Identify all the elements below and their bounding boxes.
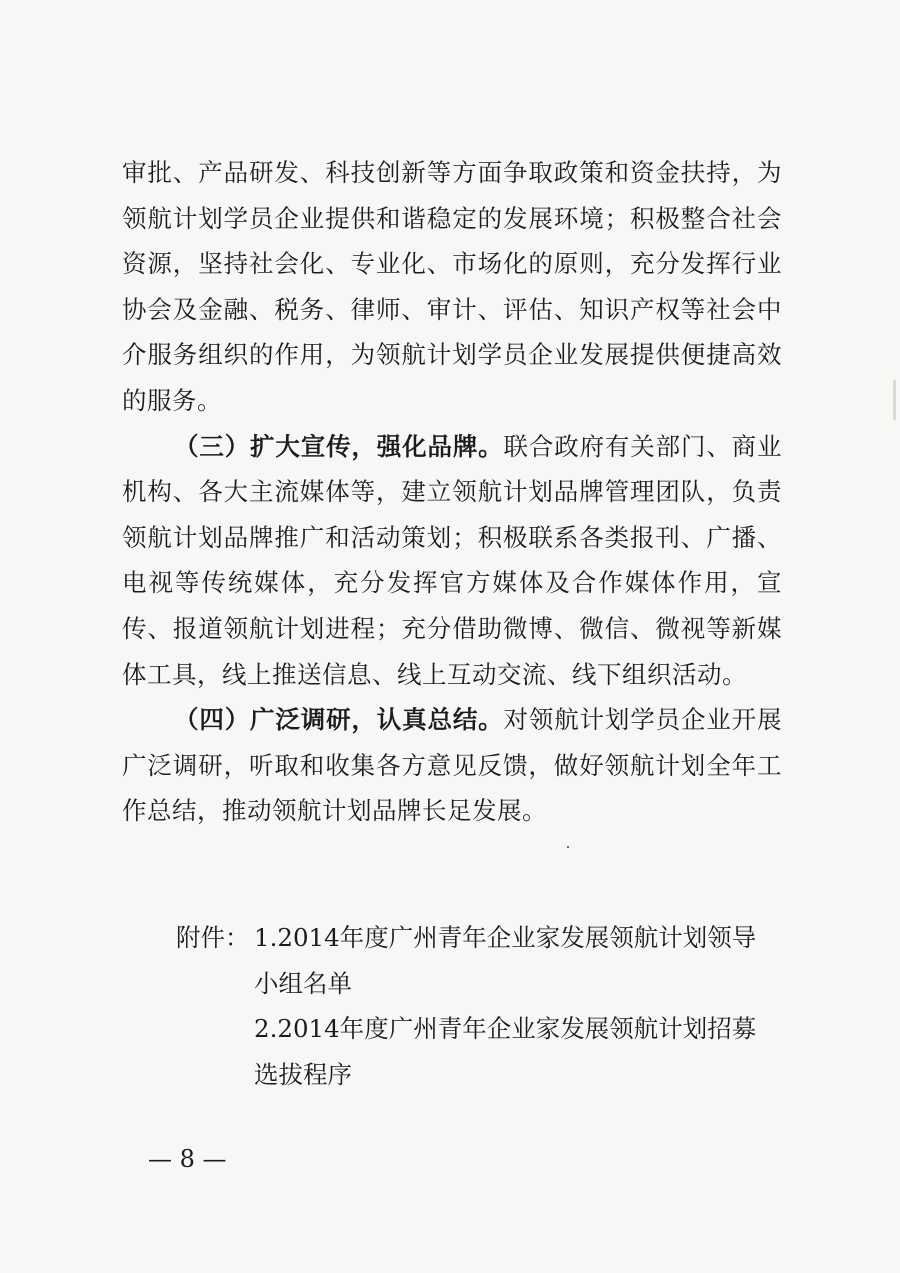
paragraph-section-3 [122,424,782,698]
attachment-indent [176,1006,254,1097]
section-heading: （四）广泛调研，认真总结。 [174,705,504,735]
attachment-item: 1.2014年度广州青年企业家发展领航计划领导小组名单 [254,923,757,998]
paragraph-text: 对领航计划学员企业开展广泛调研，听取和收集各方意见反馈，做好领航计划全年工作总结，推动领航计划品牌长足发展。 [122,705,783,826]
attachment-item: 2.2014年度广州青年企业家发展领航计划招募选拔程序 [254,1014,757,1089]
attachment-row [176,915,796,1006]
attachments-label: 附件： [176,923,250,952]
scan-edge-mark [893,380,896,420]
attachments-block [176,915,796,1097]
section-heading: （三）扩大宣传，强化品牌。 [174,431,504,461]
paragraph-text: 审批、产品研发、科技创新等方面争取政策和资金扶持，为领航计划学员企业提供和谐稳定的发展环境；积极整合社会资源，坚持社会化、专业化、市场化的原则，充分发挥行业协会及金融、税务、律师、审计、评估、知识产权等社会中介服务组织的作用，为领航计划学员企业发展提供便捷高效的服务。 [122,158,782,415]
attachment-row [176,1006,796,1097]
paragraph-text: 联合政府有关部门、商业机构、各大主流媒体等，建立领航计划品牌管理团队，负责领航计划品牌推广和活动策划；积极联系各类报刊、广播、电视等传统媒体，充分发挥官方媒体及合作媒体作用，宣传、报道领航计划进程；充分借助微博、微信、微视等新媒体工具，线上推送信息、线上互动交流、线下组织活动。 [122,431,783,689]
paragraph-continuation [122,150,782,424]
page-number: — 8 — [148,1145,227,1173]
scan-speck [567,846,569,848]
body-text [122,150,782,834]
paragraph-section-4 [122,697,782,834]
